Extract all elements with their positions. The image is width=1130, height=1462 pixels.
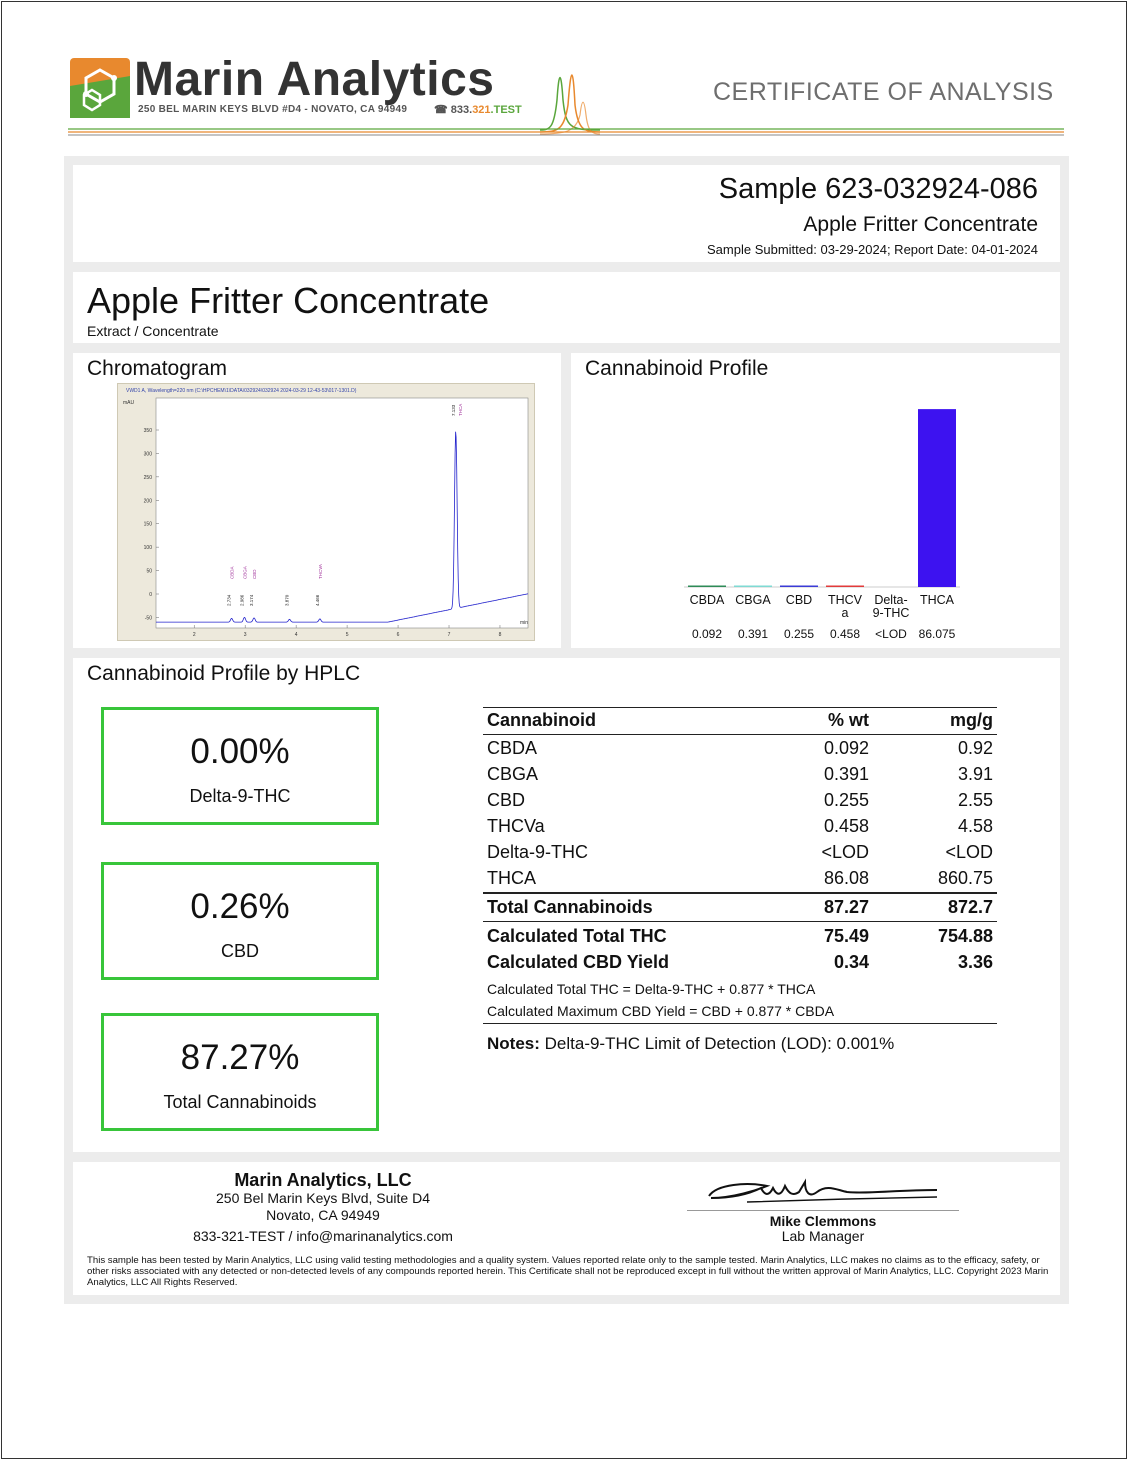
signature-line xyxy=(687,1210,959,1211)
hplc-title: Cannabinoid Profile by HPLC xyxy=(87,662,361,685)
cell-pct: 0.458 xyxy=(823,816,869,836)
y-tick: 0 xyxy=(149,592,152,598)
y-tick: 100 xyxy=(143,545,152,552)
sample-id: Sample 623-032924-086 xyxy=(718,173,1038,205)
cell-mg: 3.91 xyxy=(957,764,993,784)
x-tick: 6 xyxy=(396,632,400,638)
cell-mg: 872.7 xyxy=(947,897,993,917)
cell-mg: 860.75 xyxy=(937,868,993,888)
summary-label: Delta-9-THC xyxy=(189,786,291,806)
lab-address-line1: 250 Bel Marin Keys Blvd, Suite D4 xyxy=(216,1190,430,1206)
table-row xyxy=(483,738,997,762)
notes xyxy=(487,1034,894,1054)
notes-text: Delta-9-THC Limit of Detection (LOD): 0.001% xyxy=(539,1034,895,1053)
profile-panel xyxy=(571,353,1060,648)
category-label: CBGA xyxy=(735,593,771,607)
bar-cbd xyxy=(780,586,818,588)
summary-value: 87.27% xyxy=(180,1038,300,1077)
signer-name: Mike Clemmons xyxy=(769,1213,877,1229)
category-label: Delta- xyxy=(874,593,908,607)
category-label: THCV xyxy=(827,593,863,607)
x-unit: min xyxy=(520,620,529,626)
document-title: CERTIFICATE OF ANALYSIS xyxy=(713,78,1054,106)
brand-name: Marin Analytics xyxy=(134,53,495,106)
category-label: 9-THC xyxy=(872,606,910,620)
y-tick: 350 xyxy=(143,428,152,434)
x-tick: 3 xyxy=(243,632,247,638)
chromatogram-title: Chromatogram xyxy=(87,357,228,380)
cell-name: Calculated CBD Yield xyxy=(487,952,670,972)
summary-value: 0.00% xyxy=(190,732,290,771)
header-rule xyxy=(68,128,1064,136)
y-tick: 50 xyxy=(146,568,152,575)
profile-title: Cannabinoid Profile xyxy=(585,357,769,380)
summary-label: Total Cannabinoids xyxy=(163,1092,317,1112)
y-tick: 250 xyxy=(143,474,152,481)
chromatogram-header: VWD1 A, Wavelength=220 nm (C:\HPCHEM\1\DATA\032924\032924 2024-03-29 12-43-53\017-1301.D) xyxy=(126,388,357,394)
footer-panel xyxy=(73,1162,1060,1295)
signer-title: Lab Manager xyxy=(781,1228,865,1244)
retention-time-label: 2.734 xyxy=(226,594,232,606)
table-calc-thc-row xyxy=(483,926,997,950)
table-bottom-rule xyxy=(483,1023,997,1024)
sample-dates: Sample Submitted: 03-29-2024; Report Date: 04-01-2024 xyxy=(707,242,1038,257)
notes-label: Notes: xyxy=(487,1034,540,1053)
cell-mg: 754.88 xyxy=(937,926,993,946)
lab-contact: 833-321-TEST / info@marinanalytics.com xyxy=(193,1228,453,1244)
phone-suffix: .TEST xyxy=(490,104,522,116)
table-row xyxy=(483,816,997,840)
product-category: Extract / Concentrate xyxy=(87,323,219,339)
peak-label: CBD xyxy=(252,569,258,579)
table-total-row xyxy=(483,897,997,921)
brand-address: 250 BEL MARIN KEYS BLVD #D4 - NOVATO, CA 94949 xyxy=(138,104,408,115)
header-cannabinoid: Cannabinoid xyxy=(487,710,596,730)
y-tick: 300 xyxy=(143,451,152,458)
table-header-rule xyxy=(483,734,997,735)
x-tick: 4 xyxy=(294,632,298,638)
phone-icon: ☎ xyxy=(434,104,448,116)
peak-label: CBGA xyxy=(242,566,248,579)
value-label: <LOD xyxy=(875,627,907,641)
sample-name: Apple Fritter Concentrate xyxy=(803,213,1038,236)
formula-cbd-yield: Calculated Maximum CBD Yield = CBD + 0.877 * CBDA xyxy=(487,1003,835,1019)
retention-time-label: 7.133 xyxy=(450,404,456,416)
retention-time-label: 3.870 xyxy=(284,594,290,606)
cell-mg: 3.36 xyxy=(957,952,993,972)
bar-thcva xyxy=(826,586,864,588)
chromatogram-image xyxy=(117,383,535,641)
bar-cbga xyxy=(734,586,772,588)
x-tick: 7 xyxy=(447,632,451,638)
category-label: THCA xyxy=(919,593,955,607)
table-calc-rule xyxy=(483,921,997,922)
table-row xyxy=(483,790,997,814)
category-label: a xyxy=(841,606,849,620)
cell-mg: 4.58 xyxy=(957,816,993,836)
cell-name: THCVa xyxy=(487,816,545,836)
retention-time-label: 3.174 xyxy=(249,594,255,606)
product-title: Apple Fritter Concentrate xyxy=(87,280,490,321)
peak-label: THCA xyxy=(457,403,463,416)
report-frame xyxy=(64,156,1069,1304)
summary-box-total xyxy=(101,1013,379,1131)
table-row xyxy=(483,764,997,788)
cell-mg: <LOD xyxy=(945,842,993,862)
y-tick: -50 xyxy=(144,615,152,622)
plot-area xyxy=(156,398,528,628)
bar-cbda xyxy=(688,586,726,588)
cell-pct: 75.49 xyxy=(823,926,869,946)
category-label: CBD xyxy=(785,593,813,607)
cell-name: Calculated Total THC xyxy=(487,926,667,946)
y-unit: mAU xyxy=(123,400,135,406)
table-calc-cbd-row xyxy=(483,952,997,976)
cell-pct: 87.27 xyxy=(823,897,869,917)
cell-name: CBDA xyxy=(487,738,538,758)
value-label: 0.092 xyxy=(691,627,723,641)
table-row xyxy=(483,868,997,892)
chromatogram-panel xyxy=(73,353,561,648)
cell-name: CBD xyxy=(487,790,526,810)
y-tick: 150 xyxy=(143,521,152,528)
summary-value: 0.26% xyxy=(190,887,290,926)
cell-mg: 0.92 xyxy=(957,738,993,758)
summary-box-delta9 xyxy=(101,707,379,825)
x-tick: 5 xyxy=(345,632,349,638)
cell-pct: <LOD xyxy=(821,842,869,862)
value-label: 0.391 xyxy=(737,627,769,641)
y-tick: 200 xyxy=(143,498,152,505)
cell-name: Delta-9-THC xyxy=(487,842,589,862)
lab-name: Marin Analytics, LLC xyxy=(234,1170,412,1190)
retention-time-label: 4.466 xyxy=(314,594,320,606)
summary-box-cbd xyxy=(101,862,379,980)
peak-label: THCVA xyxy=(317,564,323,579)
cell-name: CBGA xyxy=(487,764,539,784)
sample-header-panel xyxy=(73,165,1060,262)
cell-name: Total Cannabinoids xyxy=(487,897,653,917)
cell-pct: 0.391 xyxy=(823,764,869,784)
value-label: 86.075 xyxy=(918,627,956,641)
hplc-panel xyxy=(73,658,1060,1152)
header-pct-wt: % wt xyxy=(827,710,869,730)
category-label: CBDA xyxy=(689,593,725,607)
cell-pct: 86.08 xyxy=(823,868,869,888)
value-label: 0.255 xyxy=(783,627,815,641)
table-top-rule xyxy=(483,707,997,708)
header-mg-g: mg/g xyxy=(950,710,993,730)
cell-pct: 0.092 xyxy=(823,738,869,758)
table-total-rule xyxy=(483,892,997,894)
lab-address-line2: Novato, CA 94949 xyxy=(266,1207,380,1223)
table-row xyxy=(483,842,997,866)
phone-prefix: 833. xyxy=(450,104,473,116)
disclaimer: This sample has been tested by Marin Analytics, LLC using valid testing methodologies and a quality system. Values reported relate only to the sample tested. Marin Analytics, LLC makes no claims as to the efficacy, safety, or other risks associated with any detected or non-detected levels of any compounds reported herein. This Certificate shall not be reproduced except in full without the written approval of Marin Analytics, LLC. Copyright 2023 Marin Analytics, LLC All Rights Reserved. xyxy=(87,1255,1049,1288)
x-tick: 8 xyxy=(498,632,502,638)
chromatogram-plot xyxy=(118,384,534,640)
peak-label: CBDA xyxy=(229,566,235,579)
cannabinoid-profile-chart xyxy=(571,353,1060,648)
value-label: 0.458 xyxy=(829,627,861,641)
phone-mid: 321 xyxy=(472,104,491,116)
cell-mg: 2.55 xyxy=(957,790,993,810)
marin-analytics-logo xyxy=(70,58,130,118)
chromatogram-peaks-art xyxy=(540,60,600,135)
table-header-row xyxy=(483,710,997,734)
cell-pct: 0.255 xyxy=(823,790,869,810)
product-panel xyxy=(73,272,1060,343)
cell-pct: 0.34 xyxy=(833,952,869,972)
bar-thca xyxy=(918,409,956,587)
summary-label: CBD xyxy=(220,941,259,961)
formula-total-thc: Calculated Total THC = Delta-9-THC + 0.877 * THCA xyxy=(487,981,816,997)
retention-time-label: 2.986 xyxy=(239,594,245,606)
x-tick: 2 xyxy=(192,632,196,638)
brand-phone xyxy=(434,103,522,116)
cell-name: THCA xyxy=(487,868,536,888)
